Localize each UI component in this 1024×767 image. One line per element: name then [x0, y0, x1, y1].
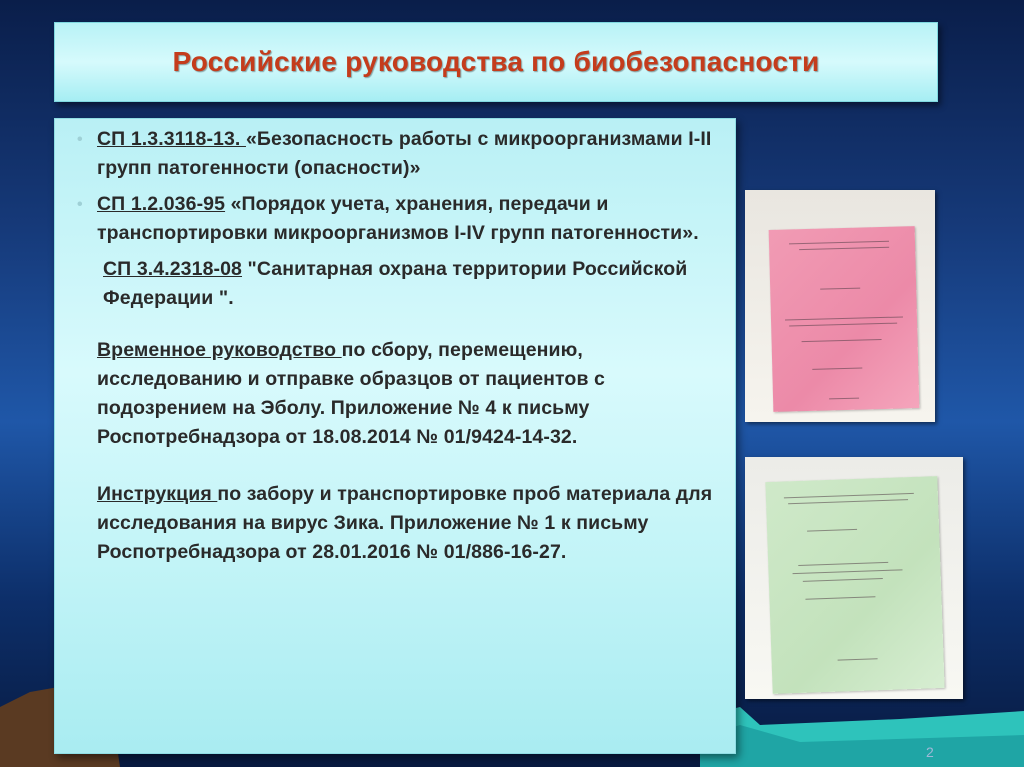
- document-code-link[interactable]: СП 3.4.2318-08: [103, 258, 243, 280]
- green-booklet: [765, 476, 944, 694]
- list-item: [77, 255, 715, 313]
- document-title-link[interactable]: Инструкция: [97, 483, 218, 505]
- pink-document-photo: [745, 190, 935, 422]
- content-panel: [54, 118, 736, 754]
- bullet-icon: •: [77, 196, 83, 213]
- green-document-photo: [745, 457, 963, 699]
- item-text: "Санитарная охрана территории Российской Федерации ".: [103, 258, 688, 309]
- item-text: по забору и транспортировке проб материала для исследования на вирус Зика. Приложение № 1 к письму Роспотребнадзора от 28.01.2016 № 01/886-16-27.: [97, 483, 713, 563]
- list-item: [77, 480, 715, 567]
- list-item: [77, 125, 715, 183]
- bullet-icon: •: [77, 131, 83, 148]
- list-item: [77, 336, 715, 452]
- title-banner: [54, 22, 938, 102]
- document-code-link[interactable]: СП 1.2.036-95: [97, 193, 226, 215]
- document-code-link[interactable]: СП 1.3.3118-13.: [97, 128, 246, 150]
- item-text: «Безопасность работы с микроорганизмами I-II групп патогенности (опасности)»: [97, 128, 712, 179]
- document-title-link[interactable]: Временное руководство: [97, 339, 342, 361]
- slide-title: Российские руководства по биобезопасности: [172, 46, 820, 77]
- pink-booklet: [769, 226, 920, 412]
- item-text: по сбору, перемещению, исследованию и отправке образцов от пациентов с подозрением на Эболу. Приложение № 4 к письму Роспотребнадзора от 18.08.2014 № 01/9424-14-32.: [97, 339, 605, 448]
- list-item: [77, 190, 715, 248]
- item-text: «Порядок учета, хранения, передачи и транспортировки микроорганизмов I-IV групп патогенности».: [97, 193, 699, 244]
- page-number: 2: [926, 744, 934, 760]
